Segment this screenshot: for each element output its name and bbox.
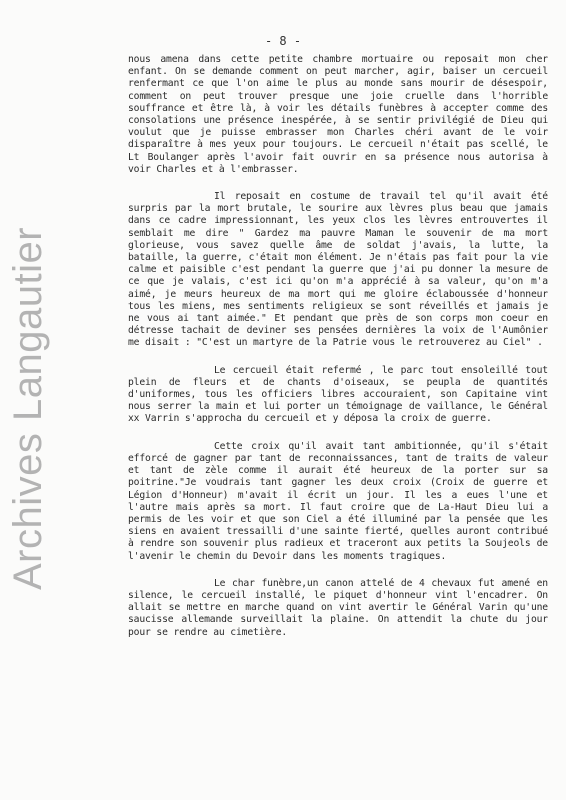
paragraph-4: Cette croix qu'il avait tant ambitionnée, qu'il s'était efforcé de gagner par tant de reconnaissances, tant de traits de valeur et tant de zèle comme il aurait été heureux de la porter sur sa poitrine."Je voudrais tant gagner les deux croix (Croix de guerre et Légion d'Honneur) m'avait il écrit un jour. Il les a eues l'une et l'autre mais après sa mort. Il faut croire que de La-Haut Dieu lui a permis de les voir et que son Ciel a été illuminé par la pensée que les siens en avaient tressailli d'une sainte fierté, quelles auront contribué à rendre son souvenir plus radieux et traceront aux petits la Soujeols de l'avenir le chemin du Devoir dans les moments tragiques.	[128, 440, 548, 562]
paragraph-3: Le cercueil était refermé , le parc tout ensoleillé tout plein de fleurs et de chants d'oiseaux, se peupla de quantités d'uniformes, tous les officiers libres accouraient, son Capitaine vint nous serrer la main et lui porter un témoignage de vaillance, le Général xx Varrin s'approcha du cercueil et y déposa la croix de guerre.	[128, 364, 548, 425]
paragraph-5: Le char funèbre,un canon attelé de 4 chevaux fut amené en silence, le cercueil installé, le piquet d'honneur vint l'encadrer. On allait se mettre en marche quand on vint avertir le Général Varin qu'une saucisse allemande surveillait la plaine. On attendit la chute du jour pour se rendre au cimetière.	[128, 577, 548, 638]
paragraph-1: nous amena dans cette petite chambre mortuaire ou reposait mon cher enfant. On se demande comment on peut marcher, agir, baiser un cercueil renfermant ce que l'on aime le plus au monde sans mourir de désespoir, comment on peut trouver presque une joie cruelle dans l'horrible souffrance et être là, à voir les détails funèbres à accepter comme des consolations une présence inespérée, à se sentir privilégié de Dieu qui voulut que je puisse embrasser mon Charles chéri avant de le voir disparaître à mes yeux pour toujours. Le cercueil n'était pas scellé, le Lt Boulanger après l'avoir fait ouvrir en sa présence nous autorisa à voir Charles et à l'embrasser.	[128, 54, 548, 175]
paragraph-2: Il reposait en costume de travail tel qu'il avait été surpris par la mort brutale, le sourire aux lèvres plus beau que jamais dans ce cadre impressionnant, les yeux clos les lèvres entrouvertes il semblait me dire " Gardez ma pauvre Maman le souvenir de ma mort glorieuse, vous savez quelle âme de soldat j'avais, la lutte, la bataille, la guerre, c'était mon élément. Je n'étais pas fait pour la vie calme et paisible c'est pendant la guerre que j'ai pu donner la mesure de ce que je valais, c'est ici qu'on m'a apprécié à sa valeur, qu'on m'a aimé, je meurs heureux de ma mort qui me gloire éclaboussée d'honneur tous les miens, mes sentiments religieux se sont réveillés et jamais je ne vous ai tant aimée." Et pendant que près de son corps mon coeur en détresse tachait de deviner ses pensées dernières la voix de l'Aumônier me disait : "C'est un martyre de la Patrie vous le retrouverez au Ciel" .	[128, 191, 548, 349]
archive-watermark: Archives Langautier	[6, 226, 50, 590]
page-number: - 8 -	[264, 34, 302, 48]
body-text	[128, 54, 548, 654]
